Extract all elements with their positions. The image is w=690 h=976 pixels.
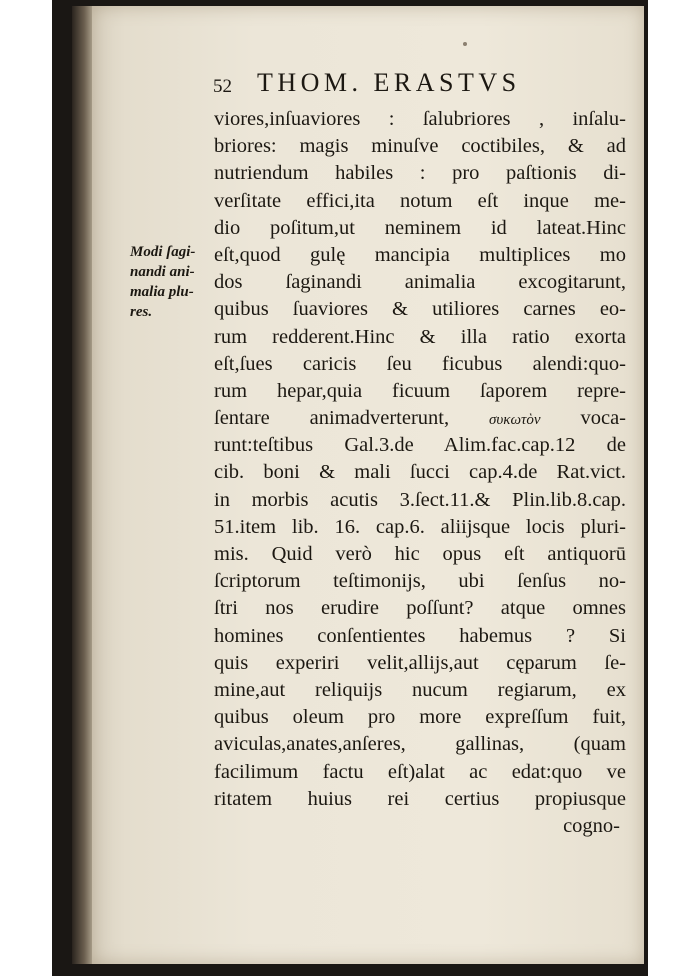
text-line: facilimum factu eſt)alat ac edat:quo ve <box>214 760 626 783</box>
text-line: 51.item lib. 16. cap.6. aliijsque locis pluri- <box>214 515 626 538</box>
marginal-note-line: res. <box>130 304 153 320</box>
greek-word: συκωτὸν <box>488 412 541 429</box>
paper-blemish <box>463 42 467 46</box>
text-line-part: voca- <box>580 407 626 430</box>
marginal-note-line: malia plu- <box>130 284 194 300</box>
marginal-note-line: Modi ſagi- <box>130 244 196 260</box>
text-line: verſitate effici,ita notum eſt inque me- <box>214 189 626 212</box>
text-line: quibus ſuaviores & utiliores carnes eo- <box>214 298 626 321</box>
text-line: eſt,quod gulę mancipia multiplices mo <box>214 243 626 266</box>
text-line-with-greek <box>214 405 626 432</box>
marginal-note-line: nandi ani- <box>130 264 195 280</box>
text-line: rum redderent.Hinc & illa ratio exorta <box>214 325 626 348</box>
text-line: rum hepar,quia ficuum ſaporem repre- <box>214 379 626 402</box>
text-line: homines conſentientes habemus ? Si <box>214 624 626 647</box>
text-line: cib. boni & mali ſucci cap.4.de Rat.vict. <box>214 461 626 484</box>
catchword: cogno- <box>563 814 620 837</box>
text-line: ſcriptorum teſtimonijs, ubi ſenſus no- <box>214 570 626 593</box>
body-text-block <box>214 106 626 840</box>
text-line-part: ſentare animadverterunt, <box>214 407 450 430</box>
text-line: dos ſaginandi animalia excogitarunt, <box>214 271 626 294</box>
text-line: ſtri nos erudire poſſunt? atque omnes <box>214 597 626 620</box>
page-number: 52 <box>213 76 232 97</box>
text-line: quibus oleum pro more expreſſum fuit, <box>214 706 626 729</box>
text-line: viores,inſuaviores : ſalubriores , inſalu- <box>214 108 626 130</box>
text-line: briores: magis minuſve coctibiles, & ad <box>214 135 626 158</box>
text-line: mis. Quid verò hic opus eſt antiquorū <box>214 543 626 565</box>
text-line: nutriendum habiles : pro paſtionis di- <box>214 162 626 185</box>
page-gutter-shadow <box>72 6 94 964</box>
text-line: aviculas,anates,anſeres, gallinas, (quam <box>214 733 626 756</box>
marginal-note <box>130 242 214 322</box>
text-line: in morbis acutis 3.ſect.11.& Plin.lib.8.cap. <box>214 488 626 511</box>
text-line: mine,aut reliquijs nucum regiarum, ex <box>214 678 626 701</box>
text-line: dio poſitum,ut neminem id lateat.Hinc <box>214 216 626 239</box>
running-head: THOM. ERASTVS <box>257 68 521 97</box>
text-line: runt:teſtibus Gal.3.de Alim.fac.cap.12 de <box>214 434 626 457</box>
text-line: eſt,ſues caricis ſeu ficubus alendi:quo- <box>214 352 626 375</box>
page-header <box>213 68 633 104</box>
text-line: ritatem huius rei certius propiusque <box>214 787 626 810</box>
text-line: quis experiri velit,allijs,aut cęparum ſe- <box>214 651 626 674</box>
